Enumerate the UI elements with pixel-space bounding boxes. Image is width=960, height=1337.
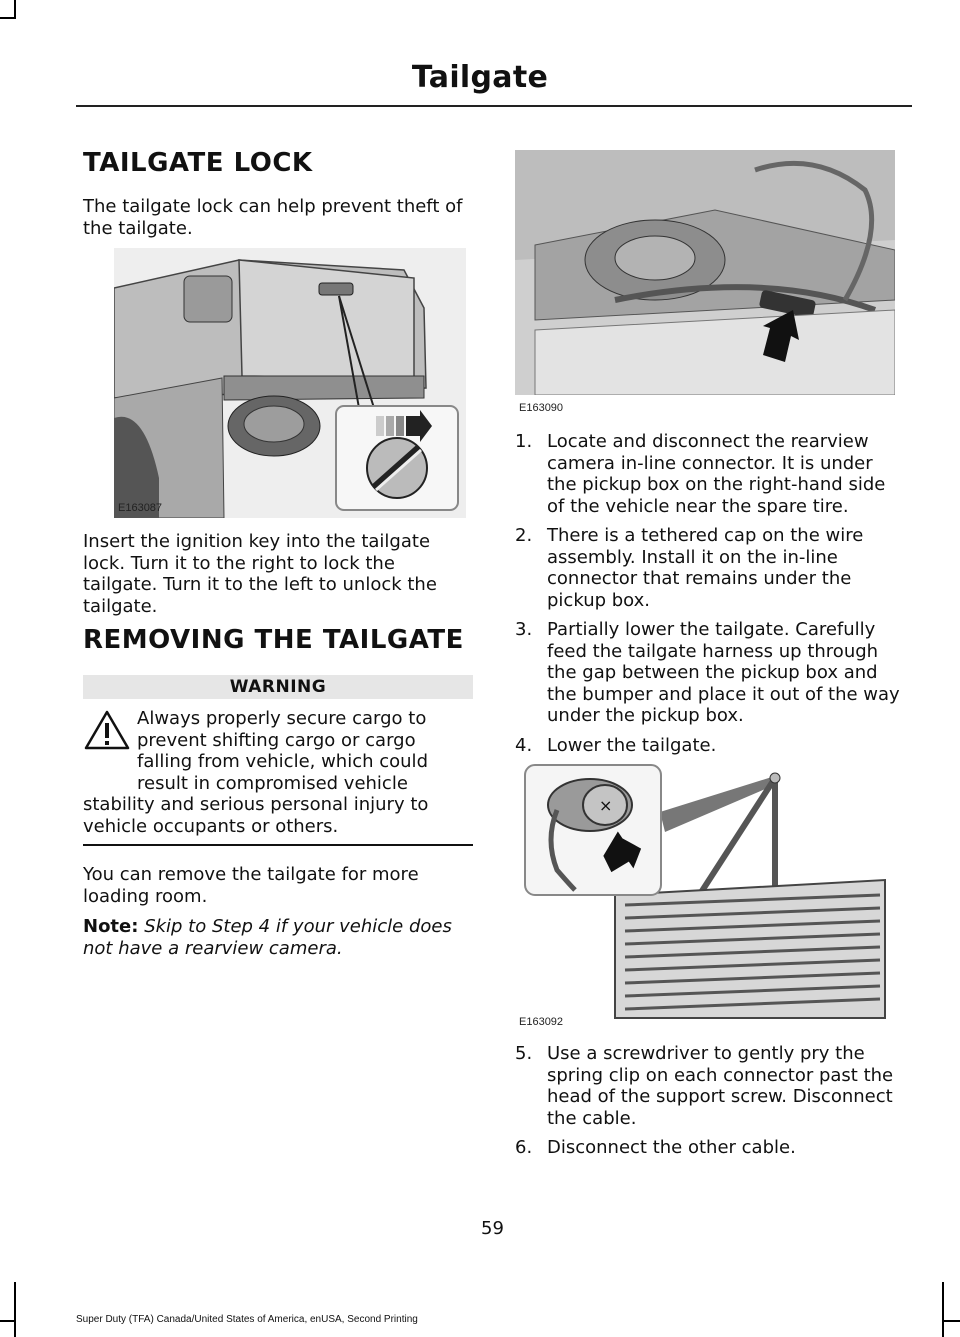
note-block <box>83 916 475 959</box>
lock-instructions-text: Insert the ignition key into the tailgate lock. Turn it to the right to lock the tailgate. Turn it to the left to unlock the tailgate. <box>83 531 437 617</box>
step-text: Lower the tailgate. <box>547 734 717 756</box>
section-heading-removing-tailgate: REMOVING THE TAILGATE <box>83 625 464 655</box>
step-item <box>515 431 907 517</box>
crop-mark <box>0 1320 16 1322</box>
crop-mark <box>942 1320 960 1322</box>
warning-divider <box>83 844 473 846</box>
svg-text:×: × <box>599 796 613 815</box>
warning-label-bar: WARNING <box>83 675 473 699</box>
header-divider <box>76 105 912 107</box>
tailgate-lock-figure <box>114 248 466 518</box>
figure-code: E163092 <box>519 1016 564 1028</box>
tailgate-cable-illustration <box>515 760 895 1022</box>
step-number: 5. <box>515 1043 533 1064</box>
page-title: Tailgate <box>411 60 549 95</box>
step-item <box>515 619 907 727</box>
lock-intro-text: The tailgate lock can help prevent theft of the tailgate. <box>83 196 463 239</box>
step-text: Use a screwdriver to gently pry the spring clip on each connector past the head of the support screw. Disconnect the cable. <box>547 1043 894 1129</box>
step-item <box>515 1043 907 1129</box>
section-heading-tailgate-lock: TAILGATE LOCK <box>83 148 313 178</box>
step-number: 1. <box>515 431 533 452</box>
steps-list-b <box>515 1043 907 1167</box>
step-number: 4. <box>515 734 533 756</box>
crop-mark <box>14 1282 16 1337</box>
truck-rear-illustration <box>114 248 466 518</box>
step-number: 2. <box>515 525 533 546</box>
step-text: Partially lower the tailgate. Carefully feed the tailgate harness up through the gap between the pickup box and the bumper and place it out of the way under the pickup box. <box>547 619 900 726</box>
note-label: Note: <box>83 916 139 937</box>
step-item <box>515 735 907 757</box>
warning-text: Always properly secure cargo to prevent shifting cargo or cargo falling from vehicle, which could result in compromised vehicle stability and serious personal injury to vehicle occupants or others. <box>83 708 429 837</box>
tailgate-cable-figure <box>515 760 895 1022</box>
note-text: Skip to Step 4 if your vehicle does not have a rearview camera. <box>83 916 452 959</box>
step-item <box>515 1137 907 1159</box>
warning-icon-spacer <box>83 708 137 774</box>
crop-mark <box>942 1282 944 1337</box>
step-text: Locate and disconnect the rearview camera in-line connector. It is under the pickup box on the right-hand side of the vehicle near the spare tire. <box>547 431 886 517</box>
step-text: Disconnect the other cable. <box>547 1137 796 1158</box>
edition-footer: Super Duty (TFA) Canada/United States of America, enUSA, Second Printing <box>76 1314 418 1325</box>
crop-mark <box>0 17 16 19</box>
warning-text-block <box>83 708 475 837</box>
figure-code: E163087 <box>118 502 163 514</box>
page-number: 59 <box>481 1218 504 1239</box>
undercarriage-illustration <box>515 150 895 395</box>
steps-list-a <box>515 431 907 764</box>
remove-intro-text: You can remove the tailgate for more loading room. <box>83 864 419 907</box>
step-text: There is a tethered cap on the wire assembly. Install it on the in-line connector that remains under the pickup box. <box>547 525 864 611</box>
crop-mark <box>14 0 16 18</box>
step-item <box>515 525 907 611</box>
connector-location-figure <box>515 150 895 395</box>
step-number: 6. <box>515 1137 533 1158</box>
step-number: 3. <box>515 619 533 640</box>
figure-code: E163090 <box>519 402 564 414</box>
